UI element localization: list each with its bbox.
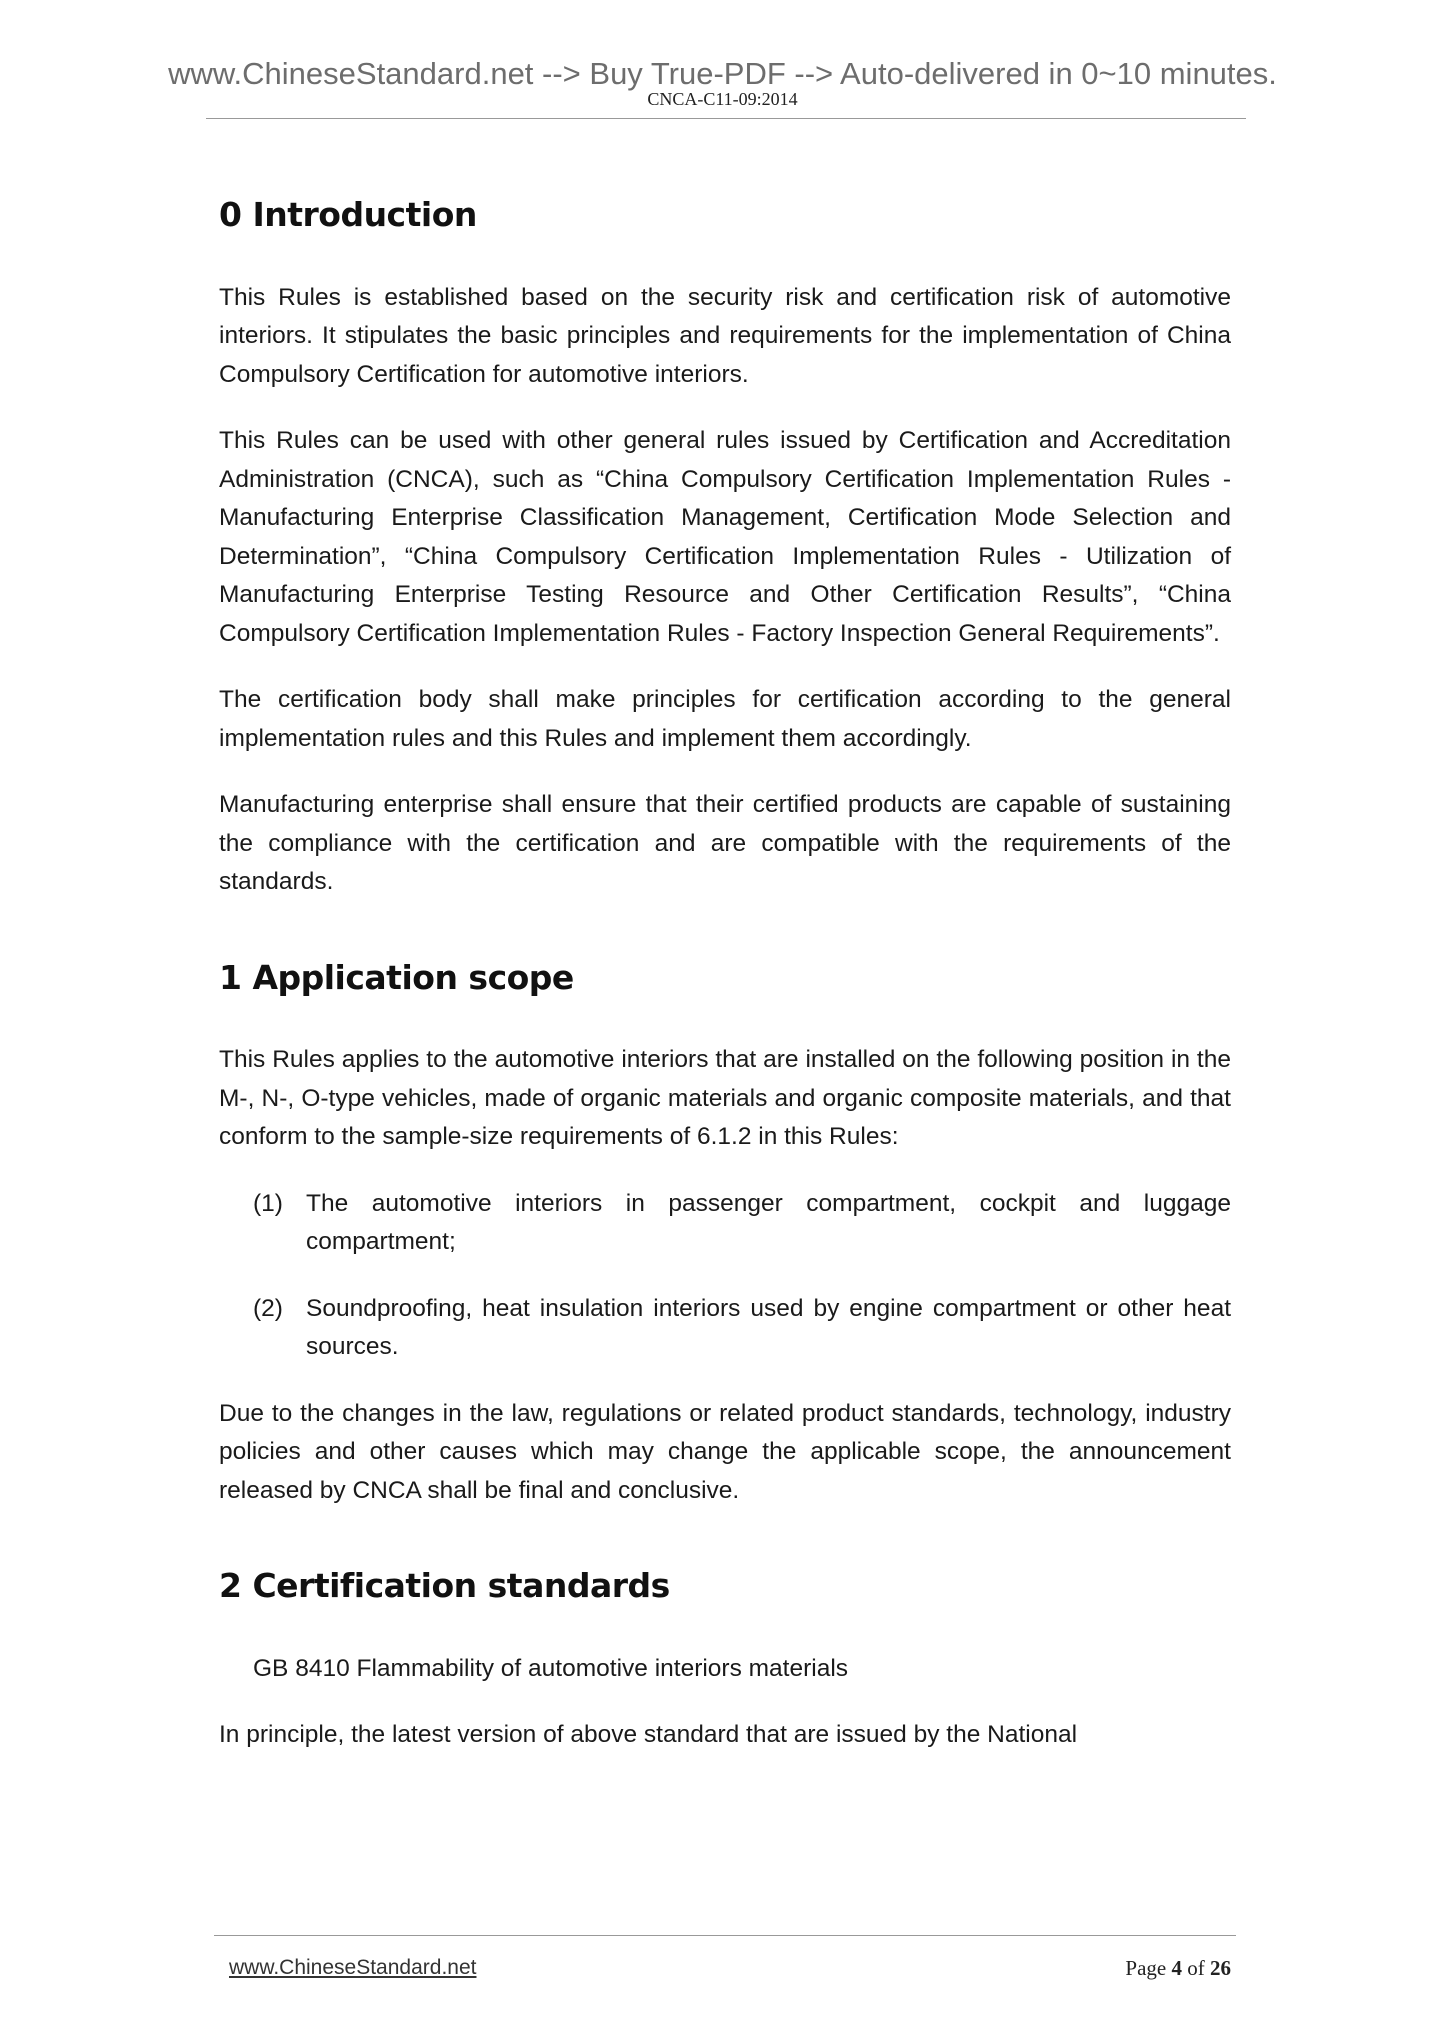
section-heading-introduction: 0 Introduction: [219, 195, 477, 234]
document-id: CNCA-C11-09:2014: [647, 89, 798, 109]
section-heading-application-scope: 1 Application scope: [219, 957, 574, 997]
list-item-text: The automotive interiors in passenger compartment, cockpit and luggage compartment;: [306, 1189, 1231, 1256]
intro-paragraph-2: This Rules can be used with other general rules issued by Certification and Accreditation Administration (CNCA), such as “China Compulsory Certification Implementation Rules - Manufacturing Enterprise Classification Management, Certification Mode Selection and Determination”, “China Compulsory Certification Implementation Rules - Utilization of Manufacturing Enterprise Testing Resource and Other Certification Results”, “China Compulsory Certification Implementation Rules - Factory Inspection General Requirements”.: [219, 427, 1231, 647]
page-of: of: [1187, 1956, 1205, 1980]
page-content: [219, 195, 1231, 1783]
header-divider: [206, 118, 1246, 119]
footer-site-link[interactable]: www.ChineseStandard.net: [229, 1956, 477, 1979]
scope-paragraph-1: This Rules applies to the automotive interiors that are installed on the following position in the M-, N-, O-type vehicles, made of organic materials and organic composite materials, and that conform to the sample-size requirements of 6.1.2 in this Rules:: [219, 1046, 1231, 1151]
list-item-text: Soundproofing, heat insulation interiors used by engine compartment or other heat sources.: [306, 1294, 1231, 1361]
page-current: 4: [1171, 1956, 1182, 1980]
list-item: [253, 1290, 1231, 1367]
standard-reference: GB 8410 Flammability of automotive interiors materials: [253, 1654, 849, 1682]
list-item-number: (1): [253, 1189, 283, 1217]
intro-paragraph-3: The certification body shall make principles for certification according to the general implementation rules and this Rules and implement them accordingly.: [219, 686, 1231, 752]
site-banner: www.ChineseStandard.net --> Buy True-PDF --> Auto-delivered in 0~10 minutes.: [168, 56, 1277, 91]
page-prefix: Page: [1125, 1956, 1167, 1980]
page-number: [1125, 1956, 1231, 1981]
page-total: 26: [1210, 1956, 1231, 1980]
footer-divider: [214, 1935, 1236, 1936]
intro-paragraph-4: Manufacturing enterprise shall ensure that their certified products are capable of sustaining the compliance with the certification and are compatible with the requirements of the standards.: [219, 791, 1231, 896]
list-item: [253, 1185, 1231, 1262]
section-heading-certification-standards: 2 Certification standards: [219, 1566, 670, 1606]
intro-paragraph-1: This Rules is established based on the security risk and certification risk of automotive interiors. It stipulates the basic principles and requirements for the implementation of China Compulsory Certification for automotive interiors.: [219, 283, 1231, 388]
scope-paragraph-2: Due to the changes in the law, regulations or related product standards, technology, industry policies and other causes which may change the applicable scope, the announcement released by CNCA shall be final and conclusive.: [219, 1399, 1231, 1504]
standards-paragraph-1: In principle, the latest version of above standard that are issued by the National: [219, 1721, 1078, 1749]
list-item-number: (2): [253, 1294, 283, 1322]
